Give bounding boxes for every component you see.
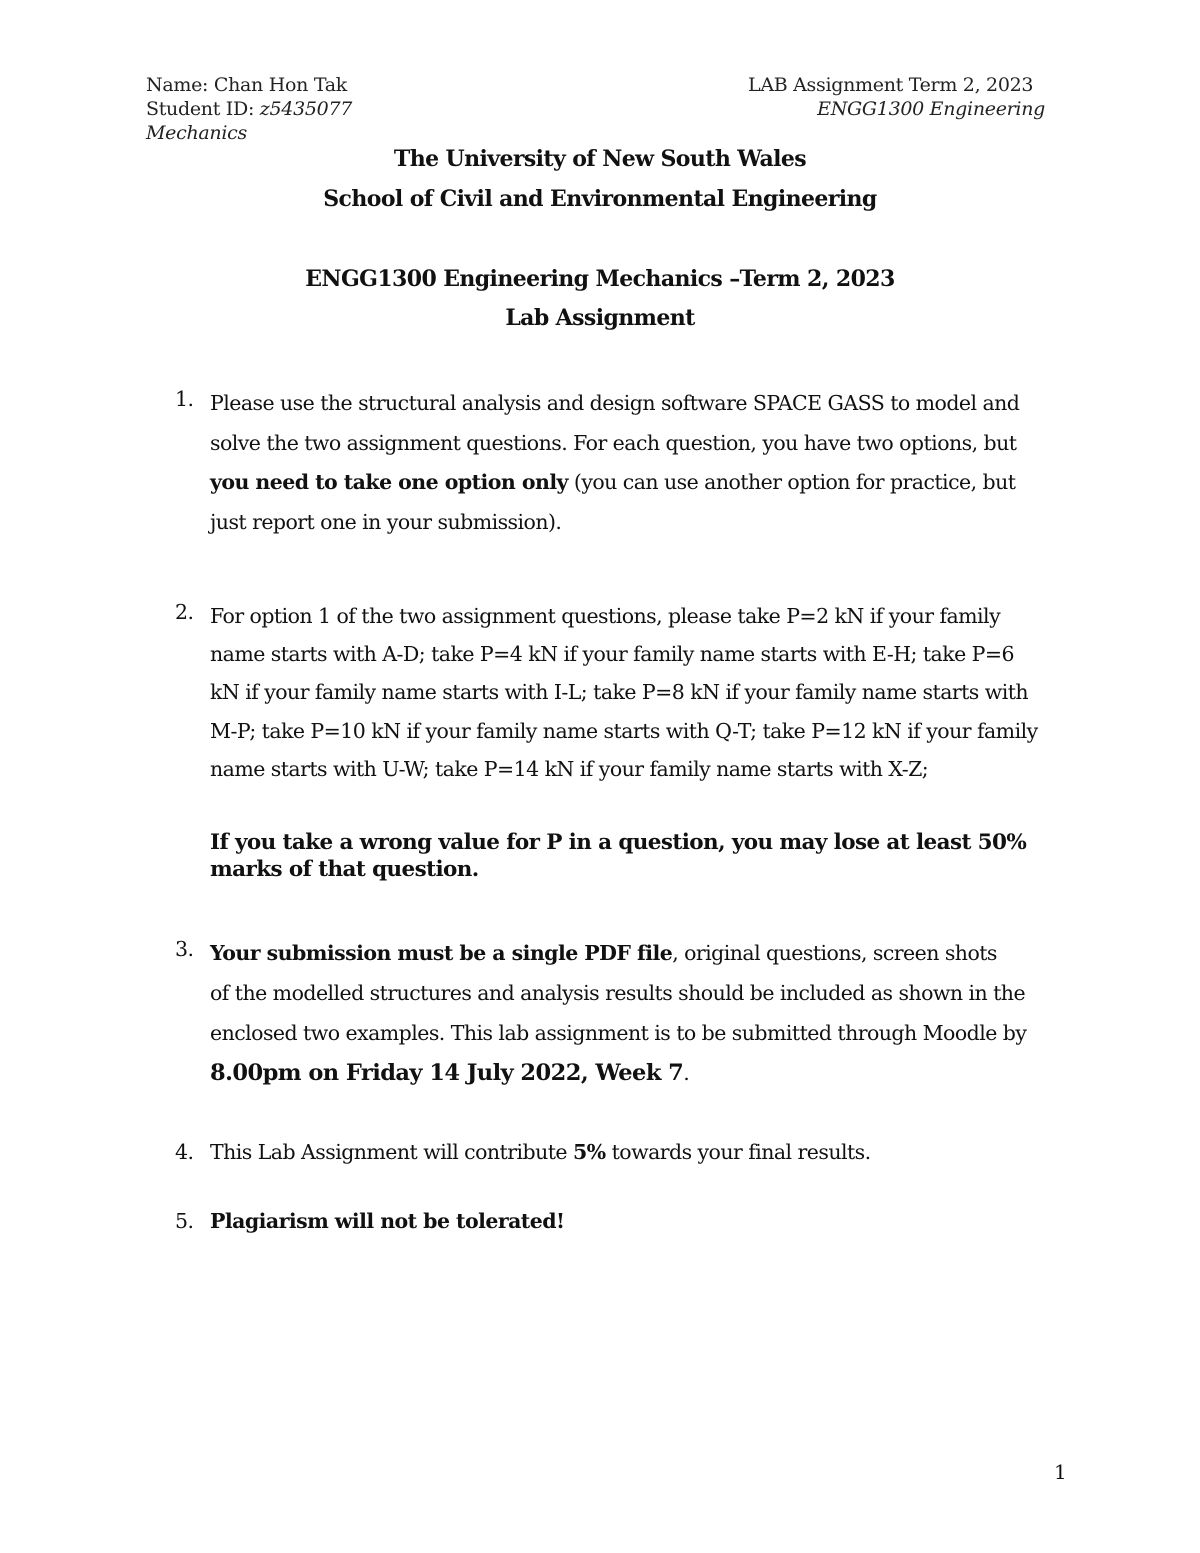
item5-text: Plagiarism will not be tolerated! [210,1209,565,1233]
list-number: 3. [175,937,194,961]
course-title: ENGG1300 Engineering Mechanics –Term 2, 2023 [305,266,895,292]
item3-line2: of the modelled structures and analysis results should be included as shown in the [210,981,1026,1005]
item4-pre: This Lab Assignment will contribute [210,1140,573,1164]
page-number: 1 [1054,1460,1067,1484]
item2-line4: M-P; take P=10 kN if your family name starts with Q-T; take P=12 kN if your family [210,718,1038,743]
item3-bold: Your submission must be a single PDF file [210,941,673,965]
warning-line2: marks of that question. [210,857,479,882]
doc-title: Lab Assignment [505,305,695,331]
item3-line1-rest: , original questions, screen shots [672,941,997,965]
list-number: 4. [175,1140,194,1164]
item4-post: towards your final results. [605,1140,871,1164]
item1-line4: just report one in your submission). [210,509,562,534]
deadline: 8.00pm on Friday 14 July 2022, Week 7 [210,1060,684,1086]
item3-line1 [210,937,1065,977]
list-number: 2. [175,600,194,624]
student-id-label: Student ID: [146,98,260,120]
item2-line3: kN if your family name starts with I-L; take P=8 kN if your family name starts with [210,680,1029,705]
header-course: ENGG1300 Engineering [817,98,1045,120]
list-item-2 [175,600,1065,791]
header-left [146,73,352,145]
list-item-3 [175,937,1065,1097]
item4-percent: 5% [572,1140,606,1164]
header-name: Name: Chan Hon Tak [146,74,347,96]
header-right [748,73,1045,121]
item3-line4-rest: . [683,1061,690,1085]
list-item-4 [175,1140,1065,1164]
item2-line2: name starts with A-D; take P=4 kN if your family name starts with E-H; take P=6 [210,642,1015,667]
school-title: School of Civil and Environmental Engineering [323,186,877,212]
item1-bold: you need to take one option only [210,470,568,494]
item1-line2: solve the two assignment questions. For each question, you have two options, but [210,430,1017,455]
university-title: The University of New South Wales [393,146,807,172]
warning-line1: If you take a wrong value for P in a question, you may lose at least 50% [210,830,1027,855]
item1-line1: Please use the structural analysis and design software SPACE GASS to model and [210,391,1020,415]
list-item-1 [175,387,1065,545]
item1-line3 [210,466,1065,506]
student-id-value: z5435077 [259,98,353,120]
list-item-5 [175,1209,1065,1233]
item2-line1: For option 1 of the two assignment questions, please take P=2 kN if your family [210,604,1001,628]
header-assignment: LAB Assignment Term 2, 2023 [748,74,1034,96]
item3-line4 [210,1057,1065,1097]
item1-line3-rest: (you can use another option for practice, but [567,470,1016,494]
item3-line3: enclosed two examples. This lab assignment is to be submitted through Moodle by [210,1021,1027,1045]
warning-note [210,828,1070,882]
item2-line5: name starts with U-W; take P=14 kN if your family name starts with X-Z; [210,756,929,781]
header-student-id [146,97,352,121]
header-mechanics: Mechanics [146,122,247,144]
list-number: 5. [175,1209,194,1233]
list-number: 1. [175,387,194,411]
